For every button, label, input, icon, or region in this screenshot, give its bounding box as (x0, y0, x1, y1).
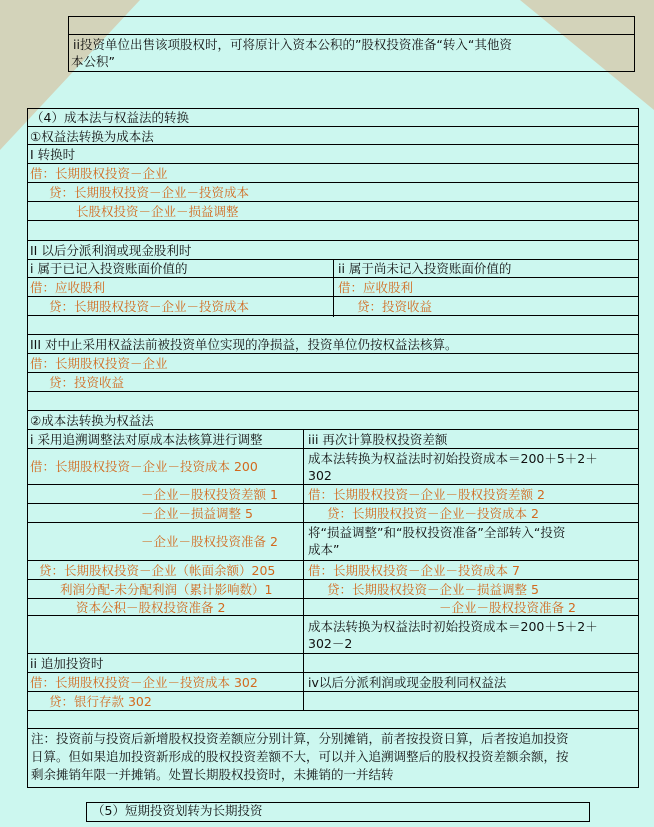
p1-III-credit: 贷：投资收益 (49, 375, 125, 390)
p2-left-2: －企业－股权投资差额 1 (141, 487, 278, 502)
p1-debit1: 借：长期股权投资－企业 (30, 166, 168, 181)
p2-ii-credit: 贷：银行存款 302 (49, 694, 152, 709)
p2-right-8 (308, 618, 598, 652)
section5-box (86, 802, 590, 822)
p2-right-3: 贷：长期股权投资－企业－投资成本 2 (327, 506, 539, 521)
p2-right-4b: 成本” (308, 542, 340, 557)
p2-right-8b: 302－2 (308, 636, 353, 651)
p1-ii-credit: 贷：投资收益 (357, 299, 433, 314)
p2-iv: iv以后分派利润或现金股利同权益法 (308, 675, 507, 690)
p2-right-1b: 302 (308, 468, 332, 483)
p2-left-7: 资本公积－股权投资准备 2 (76, 600, 226, 615)
part2-title: ②成本法转换为权益法 (30, 413, 154, 428)
p1-credit1: 贷：长期股权投资－企业－投资成本 (49, 185, 250, 200)
main-table (27, 108, 639, 788)
p2-right-1 (308, 450, 598, 484)
note-line2: 日算。但如果追加投资新形成的股权投资差额不大，可以并入追溯调整后的股权投资差额余额，按 (31, 749, 569, 764)
note-block (31, 730, 569, 784)
p1-III: III 对中止采用权益法前被投资单位实现的净损益，投资单位仍按权益法核算。 (30, 337, 458, 352)
p1-I: I 转换时 (30, 147, 76, 162)
part1-title: ①权益法转换为成本法 (30, 129, 154, 144)
p2-right-6: 贷：长期股权投资－企业－损益调整 5 (327, 582, 539, 597)
p1-i: i 属于已记入投资账面价值的 (30, 261, 188, 276)
p1-credit2: 长股权投资－企业－损益调整 (76, 204, 239, 219)
p1-i-debit: 借：应收股利 (30, 280, 106, 295)
note-line1: 注：投资前与投资后新增股权投资差额应分别计算，分别摊销，前者按投资日算，后者按追加投资 (31, 731, 569, 746)
p2-right-4a: 将“损益调整”和“股权投资准备”全部转入“投资 (308, 525, 566, 540)
p2-ii-debit: 借：长期股权投资－企业－投资成本 302 (30, 675, 258, 690)
p2-ii: ii 追加投资时 (30, 656, 104, 671)
section4-title: （4）成本法与权益法的转换 (31, 110, 189, 125)
note-line3: 剩余摊销年限一并摊销。处置长期股权投资时，未摊销的一并结转 (31, 767, 394, 782)
p2-right-1a: 成本法转换为权益法时初始投资成本＝200＋5＋2＋ (308, 451, 598, 466)
p2-left-3: －企业－损益调整 5 (141, 506, 253, 521)
p1-II: II 以后分派利润或现金股利时 (30, 243, 192, 258)
p2-right-2: 借：长期股权投资－企业－股权投资差额 2 (308, 487, 545, 502)
p2-right-5: 借：长期股权投资－企业－投资成本 7 (308, 563, 520, 578)
p2-iii: iii 再次计算股权投资差额 (308, 432, 448, 447)
p2-left-1: 借：长期股权投资－企业－投资成本 200 (30, 459, 258, 474)
p1-i-credit: 贷：长期股权投资－企业－投资成本 (49, 299, 250, 314)
section5-title: （5）短期投资划转为长期投资 (92, 803, 263, 818)
p2-left-4: －企业－股权投资准备 2 (141, 534, 278, 549)
top-note-line2: 本公积” (71, 54, 115, 69)
p2-right-7: －企业－股权投资准备 2 (439, 600, 576, 615)
p2-i: i 采用追溯调整法对原成本法核算进行调整 (30, 432, 263, 447)
p1-III-debit: 借：长期股权投资－企业 (30, 356, 168, 371)
top-note-box (68, 16, 635, 72)
p2-right-8a: 成本法转换为权益法时初始投资成本＝200＋5＋2＋ (308, 619, 598, 634)
p2-right-4 (308, 524, 565, 558)
top-note-line1: ii投资单位出售该项股权时，可将原计入资本公积的”股权投资准备“转入“其他资 (73, 37, 512, 52)
p2-left-6: 利润分配-未分配利润（累计影响数）1 (60, 582, 273, 597)
p1-ii: ii 属于尚未记入投资账面价值的 (338, 261, 512, 276)
p1-ii-debit: 借：应收股利 (338, 280, 414, 295)
p2-left-5: 贷：长期股权投资－企业（帐面余额）205 (39, 563, 276, 578)
